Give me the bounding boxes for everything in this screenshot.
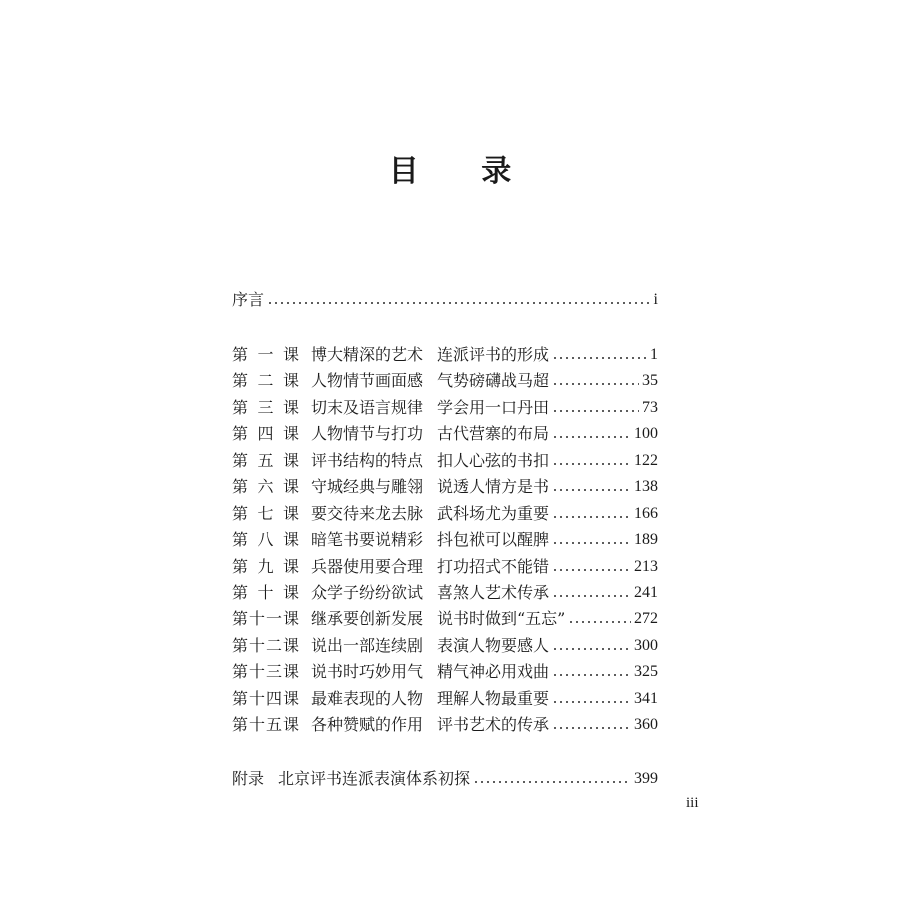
dot-leader xyxy=(552,353,647,363)
toc-entry-preface xyxy=(232,287,658,313)
page-number: 360 xyxy=(634,716,658,733)
lesson-number: 第十三课 xyxy=(232,662,299,681)
preface-label: 序言 xyxy=(232,290,265,309)
lesson-topic: 最难表现的人物 xyxy=(311,689,424,708)
page-number: 73 xyxy=(642,399,658,416)
lesson-subtitle: 气势磅礴战马超 xyxy=(437,371,550,390)
lesson-subtitle: 古代营寨的布局 xyxy=(437,424,550,443)
dot-leader xyxy=(473,777,631,787)
page-number: 189 xyxy=(634,531,658,548)
lesson-number: 第二课 xyxy=(232,371,299,390)
lesson-subtitle: 评书艺术的传承 xyxy=(437,715,550,734)
lesson-subtitle: 武科场尤为重要 xyxy=(437,504,550,523)
lesson-subtitle: 说书时做到“五忘” xyxy=(437,609,566,628)
dot-leader xyxy=(552,512,631,522)
dot-leader xyxy=(552,670,631,680)
lesson-topic: 说书时巧妙用气 xyxy=(311,662,424,681)
toc-entry-lesson xyxy=(232,474,658,500)
dot-leader xyxy=(552,379,639,389)
lesson-subtitle: 扣人心弦的书扣 xyxy=(437,451,550,470)
lesson-topic: 兵器使用要合理 xyxy=(311,557,424,576)
page-number: 35 xyxy=(642,372,658,389)
page-number: 138 xyxy=(634,478,658,495)
toc-entry-lesson xyxy=(232,606,658,632)
toc-entry-lesson xyxy=(232,342,658,368)
dot-leader xyxy=(552,723,631,733)
lesson-number: 第五课 xyxy=(232,451,299,470)
lesson-topic: 人物情节与打功 xyxy=(311,424,424,443)
toc-entry-lesson xyxy=(232,659,658,685)
lesson-number: 第十四课 xyxy=(232,689,299,708)
lesson-topic: 评书结构的特点 xyxy=(311,451,424,470)
lesson-topic: 继承要创新发展 xyxy=(311,609,424,628)
dot-leader xyxy=(552,485,631,495)
lesson-number: 第一课 xyxy=(232,345,299,364)
page-title: 目 录 xyxy=(388,154,538,189)
lesson-topic: 说出一部连续剧 xyxy=(311,636,424,655)
toc-entry-lesson xyxy=(232,554,658,580)
page-number: 1 xyxy=(650,346,658,363)
lesson-subtitle: 打功招式不能错 xyxy=(437,557,550,576)
page-number: 341 xyxy=(634,690,658,707)
page-number: i xyxy=(653,291,658,308)
lesson-number: 第十课 xyxy=(232,583,299,602)
page-number: 241 xyxy=(634,584,658,601)
toc-entry-lesson xyxy=(232,421,658,447)
page-number: 325 xyxy=(634,663,658,680)
lesson-number: 第十五课 xyxy=(232,715,299,734)
appendix-label: 附录 xyxy=(232,769,265,788)
appendix-title: 北京评书连派表演体系初探 xyxy=(278,769,471,788)
toc-entry-lesson xyxy=(232,527,658,553)
page-number: 213 xyxy=(634,558,658,575)
toc-entry-lesson xyxy=(232,580,658,606)
lesson-subtitle: 喜煞人艺术传承 xyxy=(437,583,550,602)
dot-leader xyxy=(552,565,631,575)
dot-leader xyxy=(552,432,631,442)
toc-entry-lesson xyxy=(232,633,658,659)
lesson-topic: 要交待来龙去脉 xyxy=(311,504,424,523)
dot-leader xyxy=(552,406,639,416)
lesson-number: 第七课 xyxy=(232,504,299,523)
dot-leader xyxy=(267,298,651,308)
dot-leader xyxy=(552,591,631,601)
toc-entry-lesson xyxy=(232,712,658,738)
toc-entry-lesson xyxy=(232,686,658,712)
page-number: 122 xyxy=(634,452,658,469)
toc-entry-lesson xyxy=(232,448,658,474)
lesson-number: 第八课 xyxy=(232,530,299,549)
lesson-number: 第十一课 xyxy=(232,609,299,628)
lesson-topic: 人物情节画面感 xyxy=(311,371,424,390)
lesson-subtitle: 精气神必用戏曲 xyxy=(437,662,550,681)
dot-leader xyxy=(552,538,631,548)
page-number: 166 xyxy=(634,505,658,522)
dot-leader xyxy=(552,644,631,654)
lesson-number: 第六课 xyxy=(232,477,299,496)
lesson-number: 第九课 xyxy=(232,557,299,576)
toc-entry-lesson xyxy=(232,501,658,527)
folio-page-number: iii xyxy=(686,795,699,811)
lesson-topic: 博大精深的艺术 xyxy=(311,345,424,364)
page-number: 300 xyxy=(634,637,658,654)
lesson-number: 第三课 xyxy=(232,398,299,417)
lesson-topic: 众学子纷纷欲试 xyxy=(311,583,424,602)
lesson-topic: 暗笔书要说精彩 xyxy=(311,530,424,549)
toc-entry-lesson xyxy=(232,395,658,421)
lesson-subtitle: 表演人物要感人 xyxy=(437,636,550,655)
dot-leader xyxy=(568,617,631,627)
page-number: 399 xyxy=(634,770,658,787)
lesson-number: 第四课 xyxy=(232,424,299,443)
lesson-topic: 切末及语言规律 xyxy=(311,398,424,417)
lesson-subtitle: 学会用一口丹田 xyxy=(437,398,550,417)
lesson-topic: 各种赞赋的作用 xyxy=(311,715,424,734)
page-number: 100 xyxy=(634,425,658,442)
toc-entry-appendix xyxy=(232,766,658,792)
lesson-number: 第十二课 xyxy=(232,636,299,655)
lesson-subtitle: 理解人物最重要 xyxy=(437,689,550,708)
lesson-topic: 守城经典与雕翎 xyxy=(311,477,424,496)
page-number: 272 xyxy=(634,610,658,627)
dot-leader xyxy=(552,459,631,469)
lesson-subtitle: 说透人情方是书 xyxy=(437,477,550,496)
lesson-subtitle: 抖包袱可以醒脾 xyxy=(437,530,550,549)
toc-entry-lesson xyxy=(232,368,658,394)
dot-leader xyxy=(552,697,631,707)
lesson-subtitle: 连派评书的形成 xyxy=(437,345,550,364)
